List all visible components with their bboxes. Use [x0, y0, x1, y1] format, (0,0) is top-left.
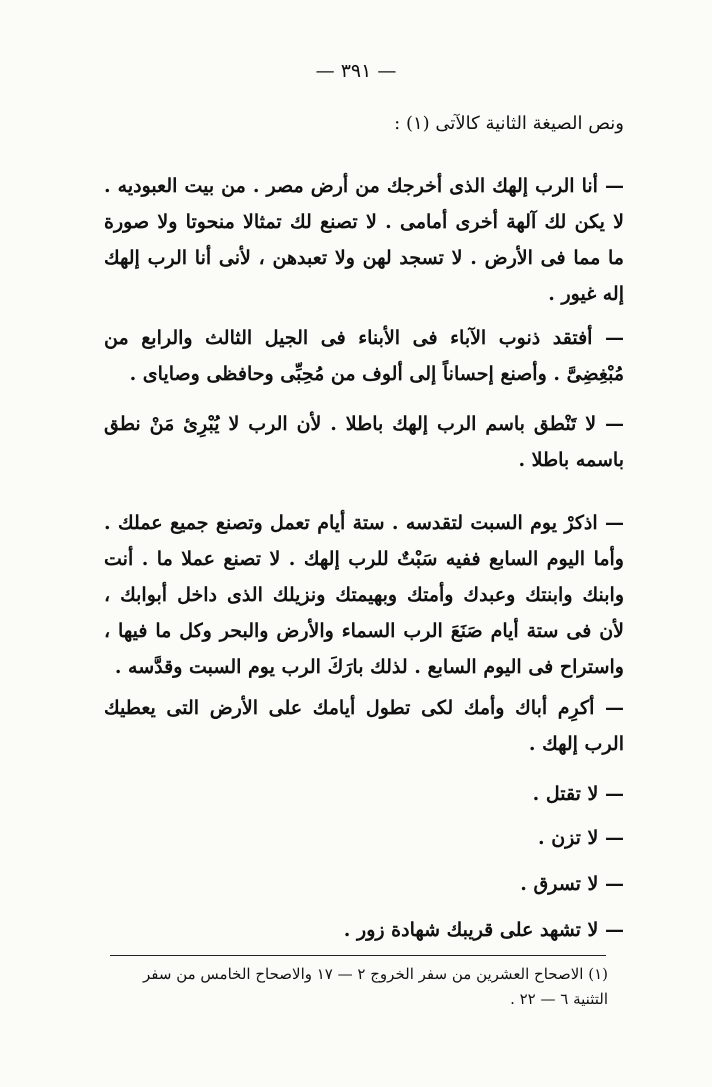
short-commandment: — لا تقتل . [532, 783, 624, 805]
intro-line: ونص الصيغة الثانية كالآتى (١) : [394, 113, 624, 134]
commandment-paragraph: — أكرِم أباك وأمك لكى تطول أيامك على الأرض التى يعطيك الرب إلهك . [104, 697, 624, 755]
short-commandment: — لا تشهد على قريبك شهادة زور . [343, 919, 624, 941]
short-commandment: — لا تسرق . [520, 873, 624, 895]
commandment-paragraph: — أنا الرب إلهك الذى أخرجك من أرض مصر . من بيت العبوديه . لا يكن لك آلهة أخرى أمامى . لا تصنع لك تمثالا منحوتا ولا صورة ما مما فى الأرض . لا تسجد لهن ولا تعبدهن ، لأنى أنا الرب إلهك إله غيور . [104, 175, 624, 305]
commandment-paragraph: — لا تَنْطق باسم الرب إلهك باطلا . لأن الرب لا يُبْرِئ مَنْ نطق باسمه باطلا . [104, 413, 624, 471]
short-commandment: — لا تزن . [537, 827, 624, 849]
footnote: (١) الاصحاح العشرين من سفر الخروج ٢ — ١٧ والاصحاح الخامس من سفر التثنية ٦ — ٢٢ . [143, 965, 608, 1008]
page-number: — ٣٩١ — [315, 60, 397, 82]
commandment-paragraph: — اذكرْ يوم السبت لتقدسه . ستة أيام تعمل وتصنع جميع عملك . وأما اليوم السابع ففيه سَبْتٌ للرب إلهك . لا تصنع عملا ما . أنت وابنك وابنتك وعبدك وأمتك وبهيمتك ونزيلك الذى داخل أبوابك ، لأن فى ستة أيام صَنَعَ الرب السماء والأرض والبحر وكل ما فيها ، واستراح فى اليوم السابع . لذلك بارَكَ الرب يوم السبت وقدَّسه . [104, 512, 624, 678]
commandment-paragraph: — أفتقد ذنوب الآباء فى الأبناء فى الجيل الثالث والرابع من مُبْغِضِىَّ . وأصنع إحساناً إلى ألوف من مُحِبِّى وحافظى وصاياى . [104, 327, 624, 385]
footnote-divider [110, 955, 606, 956]
